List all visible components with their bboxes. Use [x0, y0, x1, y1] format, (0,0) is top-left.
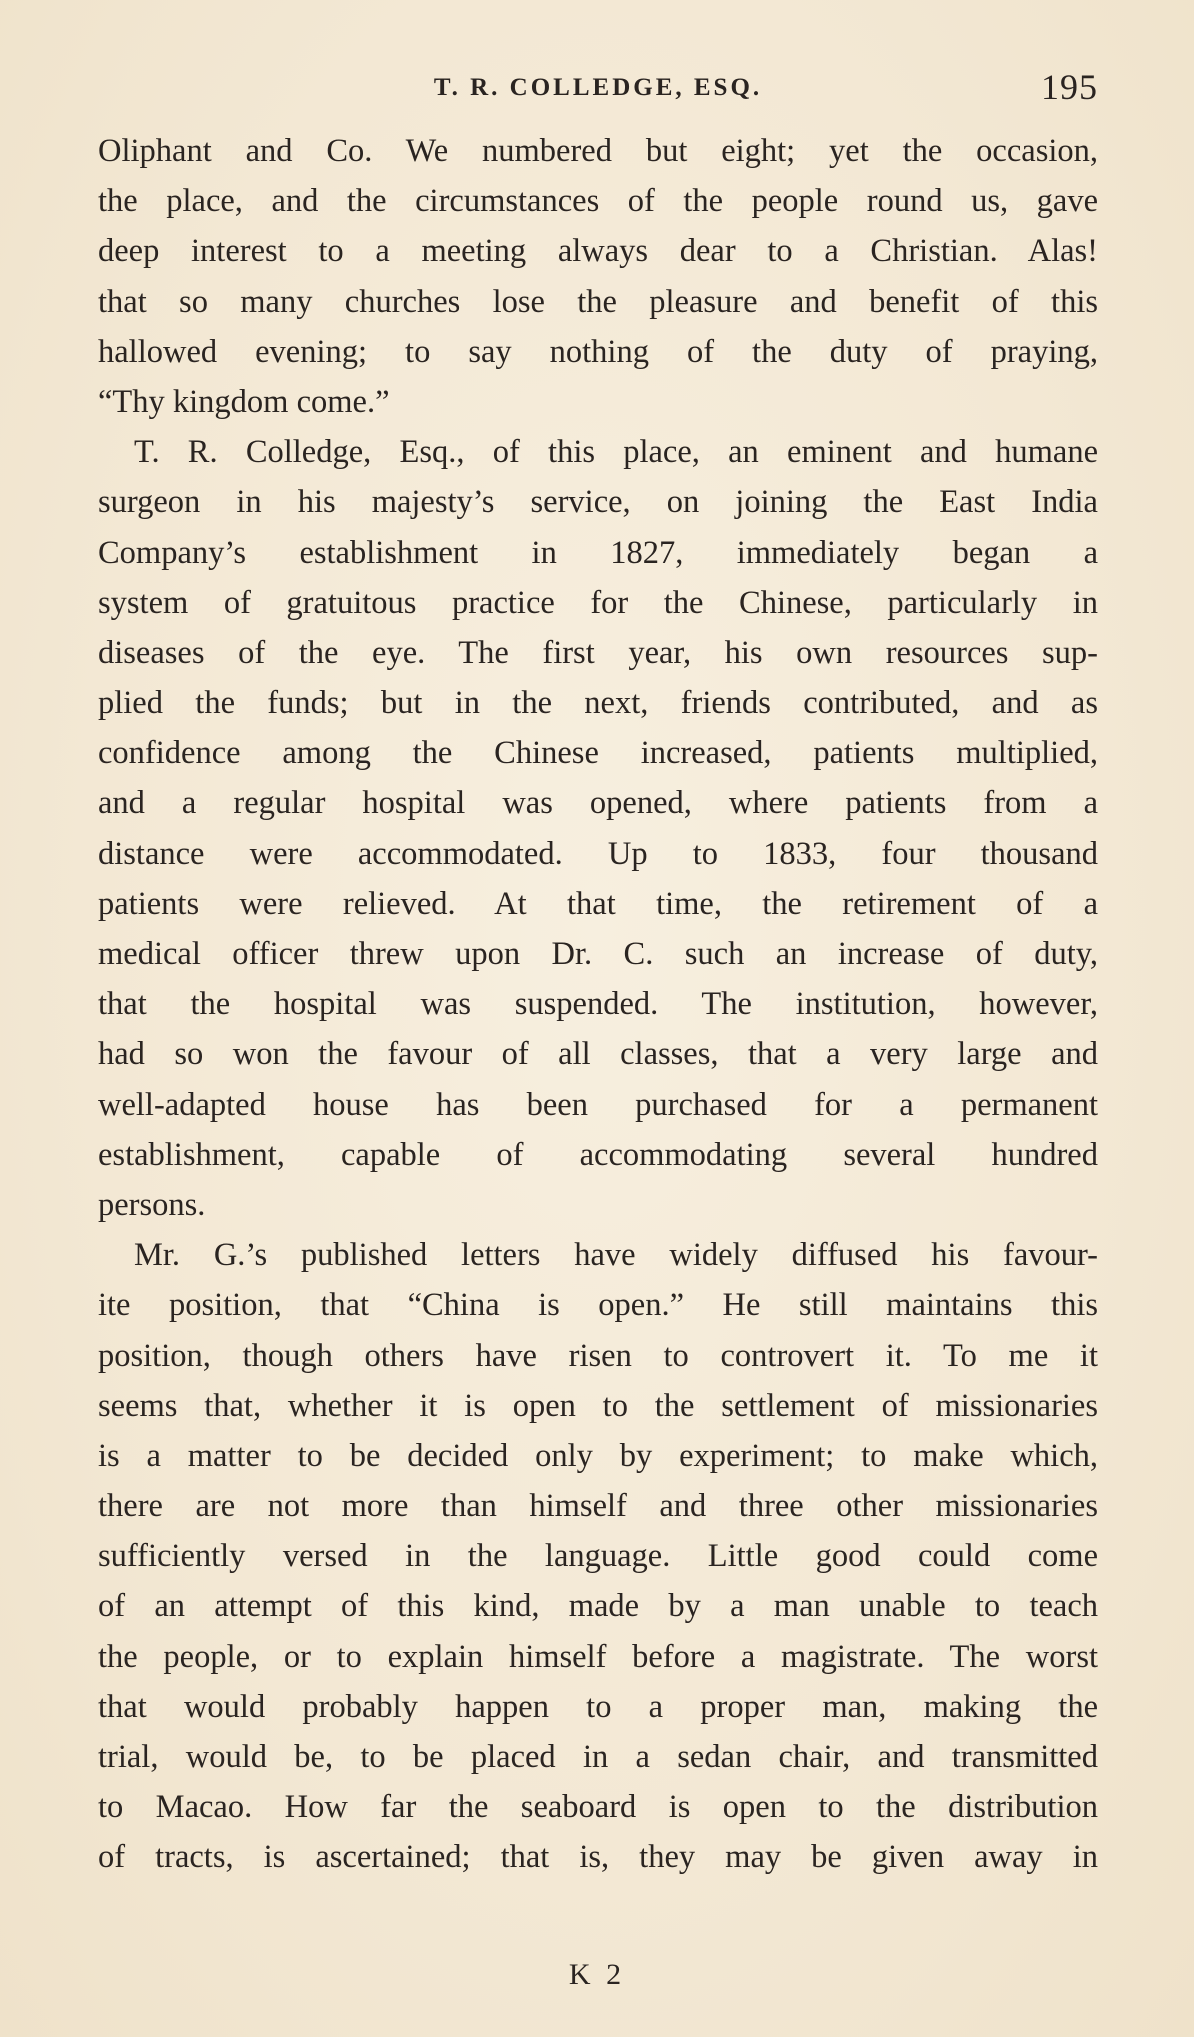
text-line: the people, or to explain himself before a magistrate. The worst [98, 1638, 1098, 1675]
text-line: Mr. G.’s published letters have widely diffused his favour- [134, 1237, 1098, 1274]
text-line: seems that, whether it is open to the settlement of missionaries [98, 1387, 1098, 1424]
text-line: trial, would be, to be placed in a sedan chair, and transmitted [98, 1739, 1098, 1775]
text-line: confidence among the Chinese increased, patients multiplied, [98, 735, 1098, 772]
text-line: of tracts, is ascertained; that is, they may be given away in [98, 1839, 1098, 1876]
text-line: sufficiently versed in the language. Little good could come [98, 1538, 1098, 1575]
text-line: Company’s establishment in 1827, immediately began a [98, 534, 1098, 571]
text-line: system of gratuitous practice for the Chinese, particularly in [98, 584, 1098, 621]
text-line: hallowed evening; to say nothing of the duty of praying, [98, 333, 1098, 370]
text-line: persons. [98, 1186, 206, 1223]
text-line: patients were relieved. At that time, the retirement of a [98, 885, 1098, 922]
text-line: well-adapted house has been purchased for a permanent [98, 1086, 1098, 1123]
text-line: is a matter to be decided only by experiment; to make which, [98, 1437, 1098, 1474]
text-line: establishment, capable of accommodating several hundred [98, 1136, 1098, 1173]
text-line: position, though others have risen to controvert it. To me it [98, 1337, 1098, 1374]
text-line: distance were accommodated. Up to 1833, four thousand [98, 835, 1098, 872]
running-title: T. R. COLLEDGE, ESQ. [433, 74, 763, 101]
text-line: of an attempt of this kind, made by a man unable to teach [98, 1588, 1098, 1625]
text-line: that would probably happen to a proper man, making the [98, 1688, 1098, 1725]
text-line: plied the funds; but in the next, friends contributed, and as [98, 685, 1098, 722]
text-line: Oliphant and Co. We numbered but eight; yet the occasion, [98, 133, 1098, 169]
body-text [98, 126, 1098, 1883]
text-line: diseases of the eye. The first year, his own resources sup- [98, 634, 1098, 671]
text-line: ite position, that “China is open.” He still maintains this [98, 1287, 1098, 1324]
text-line: that the hospital was suspended. The institution, however, [98, 986, 1098, 1023]
text-line: and a regular hospital was opened, where patients from a [98, 785, 1098, 822]
text-line: deep interest to a meeting always dear to a Christian. Alas! [98, 233, 1098, 270]
text-line: had so won the favour of all classes, that a very large and [98, 1036, 1098, 1073]
text-line: surgeon in his majesty’s service, on joining the East India [98, 484, 1098, 521]
text-line: “Thy kingdom come.” [98, 383, 390, 420]
text-line: medical officer threw upon Dr. C. such an increase of duty, [98, 936, 1098, 972]
running-head [98, 66, 1098, 110]
text-line: there are not more than himself and three other missionaries [98, 1488, 1098, 1525]
text-line: the place, and the circumstances of the people round us, gave [98, 183, 1098, 220]
text-line: to Macao. How far the seaboard is open to the distribution [98, 1789, 1098, 1826]
page-number: 195 [1041, 67, 1098, 107]
text-line: T. R. Colledge, Esq., of this place, an eminent and humane [134, 434, 1098, 471]
text-line: that so many churches lose the pleasure and benefit of this [98, 283, 1098, 320]
signature-mark: K 2 [568, 1958, 626, 1991]
